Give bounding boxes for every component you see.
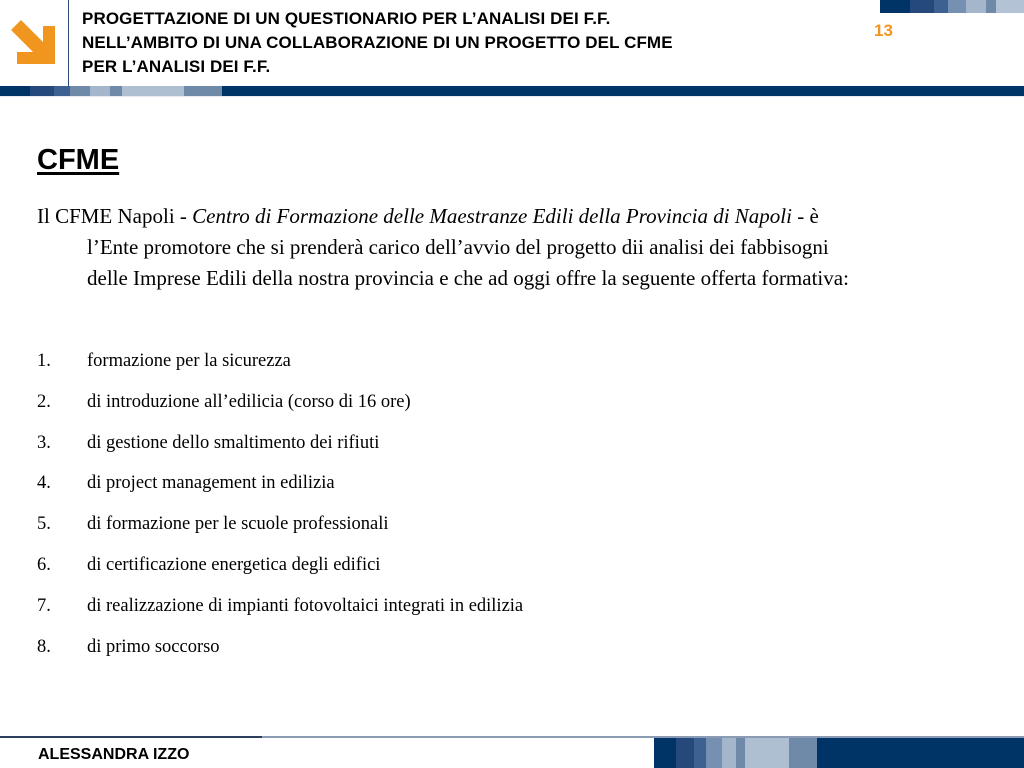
- header-bar: [0, 86, 1024, 96]
- page-number: 13: [874, 21, 893, 40]
- list-text: di formazione per le scuole professionali: [87, 514, 389, 535]
- list-item: [37, 514, 737, 555]
- slide-title: [82, 7, 872, 79]
- intro-line-2: l’Ente promotore che si prenderà carico dell’avvio del progetto dii analisi dei fabbisogni: [87, 235, 829, 259]
- footer-author: ALESSANDRA IZZO: [38, 746, 190, 763]
- list-text: di introduzione all’edilicia (corso di 16 ore): [87, 391, 411, 412]
- intro-paragraph: [37, 201, 1024, 294]
- list-number: 8.: [37, 636, 51, 657]
- list-text: di gestione dello smaltimento dei rifiuti: [87, 432, 380, 453]
- intro-prefix: Il CFME Napoli -: [37, 204, 193, 228]
- footer-stripes: [654, 738, 1024, 768]
- intro-line-1: [37, 201, 1024, 232]
- list-number: 6.: [37, 554, 51, 575]
- logo: [0, 0, 68, 86]
- list-item: [37, 473, 737, 514]
- list-text: di certificazione energetica degli edifici: [87, 554, 381, 575]
- list-number: 5.: [37, 514, 51, 535]
- footer-divider-left: [0, 736, 262, 738]
- list-text: di realizzazione di impianti fotovoltaici integrati in edilizia: [87, 595, 524, 616]
- orange-arrow-down-right-icon: [9, 18, 59, 68]
- list-text: di primo soccorso: [87, 636, 220, 657]
- title-line-3: PER L’ANALISI DEI F.F.: [82, 57, 271, 76]
- list-text: di project management in edilizia: [87, 473, 335, 494]
- list-number: 1.: [37, 351, 51, 371]
- title-line-1: PROGETTAZIONE DI UN QUESTIONARIO PER L’ANALISI DEI F.F.: [82, 9, 611, 28]
- list-item: [37, 596, 737, 637]
- list-item: [37, 392, 737, 433]
- course-list: [37, 351, 737, 677]
- intro-suffix: - è: [791, 204, 819, 228]
- list-item: [37, 555, 737, 596]
- header-underline: [0, 96, 1024, 97]
- top-right-stripes: [880, 0, 1024, 13]
- list-text: formazione per la sicurezza: [87, 351, 291, 371]
- list-number: 3.: [37, 432, 51, 453]
- list-number: 4.: [37, 473, 51, 494]
- list-number: 7.: [37, 595, 51, 616]
- title-line-2: NELL’AMBITO DI UNA COLLABORAZIONE DI UN PROGETTO DEL CFME: [82, 33, 673, 52]
- intro-line-3: delle Imprese Edili della nostra provincia e che ad oggi offre la seguente offerta formativa:: [87, 266, 849, 290]
- list-item: [37, 351, 737, 392]
- logo-divider: [68, 0, 69, 86]
- list-item: [37, 433, 737, 474]
- section-heading: CFME: [37, 144, 120, 176]
- list-number: 2.: [37, 391, 51, 412]
- list-item: [37, 637, 737, 678]
- intro-organization-name: Centro di Formazione delle Maestranze Edili della Provincia di Napoli: [192, 204, 792, 228]
